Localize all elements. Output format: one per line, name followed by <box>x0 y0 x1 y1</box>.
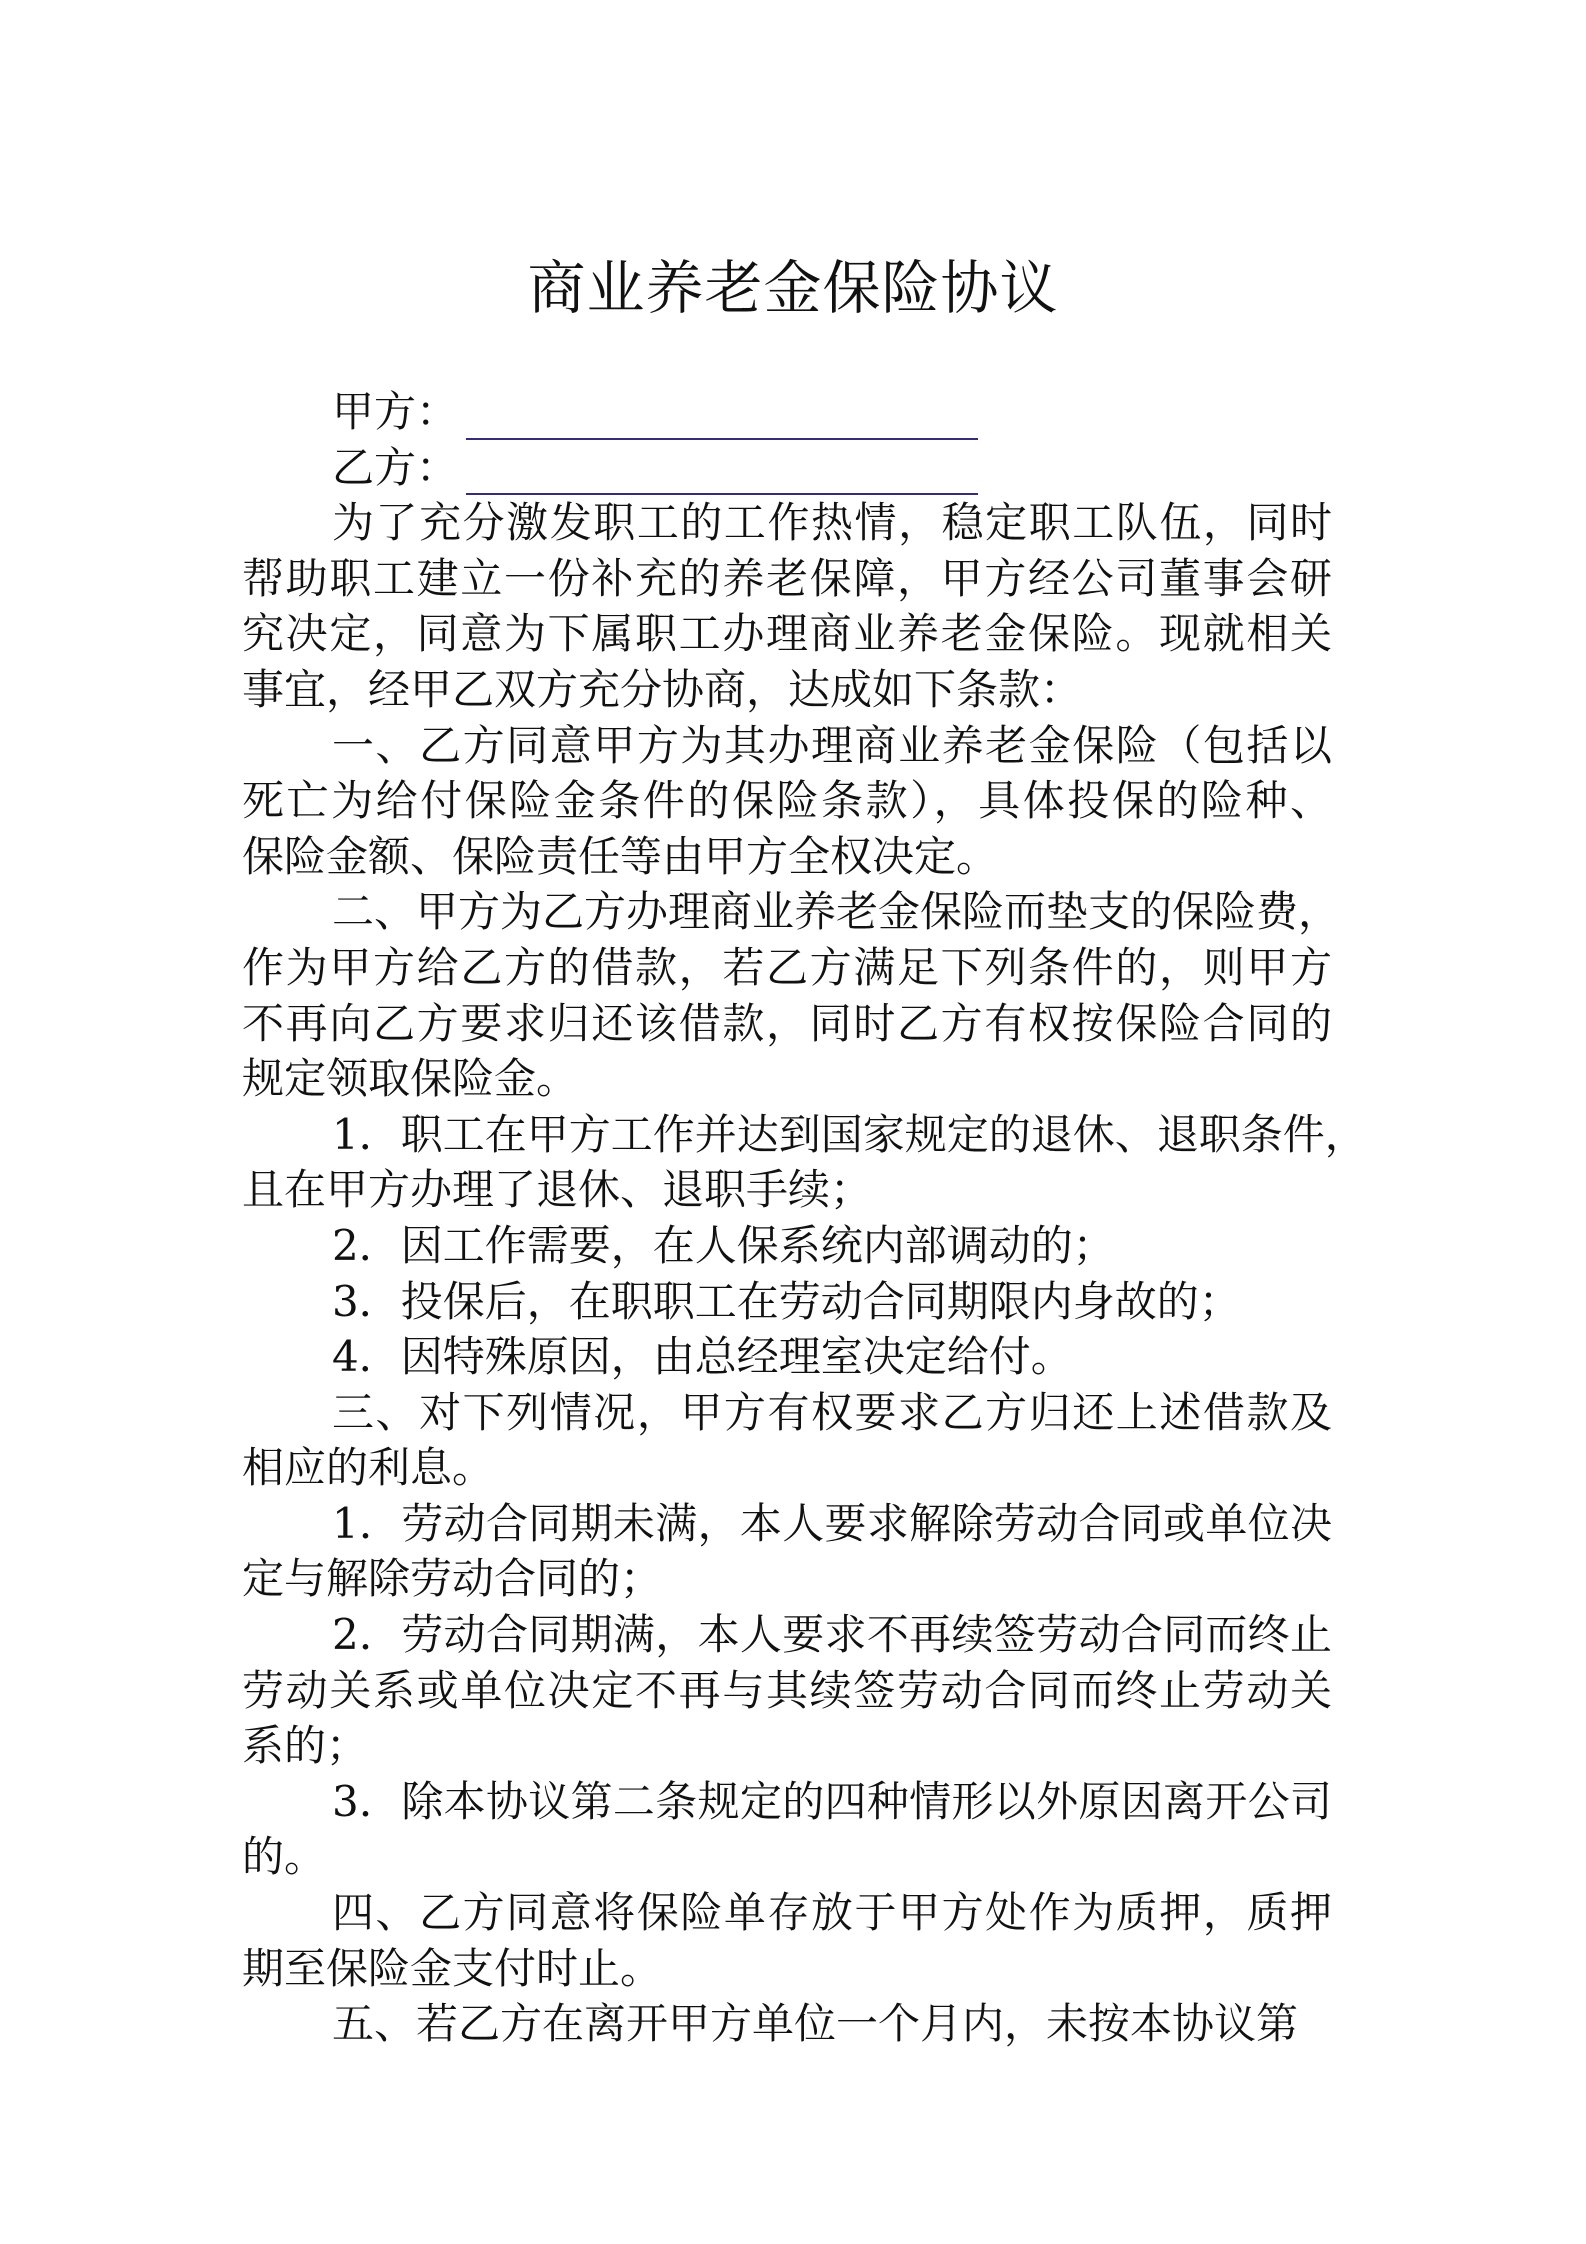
text-line: 且在甲方办理了退休、退职手续； <box>242 1165 873 1215</box>
text-line: 1．劳动合同期未满，本人要求解除劳动合同或单位决 <box>332 1498 1332 1548</box>
text-line: 期至保险金支付时止。 <box>242 1943 663 1993</box>
text-line: 保险金额、保险责任等由甲方全权决定。 <box>242 831 999 881</box>
text-line: 二、甲方为乙方办理商业养老金保险而垫支的保险费， <box>332 887 1341 937</box>
text-line: 作为甲方给乙方的借款，若乙方满足下列条件的，则甲方 <box>242 942 1332 992</box>
paragraph <box>242 1385 1332 1496</box>
paragraph <box>242 495 1332 717</box>
text-line: 三、对下列情况，甲方有权要求乙方归还上述借款及 <box>332 1387 1332 1437</box>
text-line: 为了充分激发职工的工作热情，稳定职工队伍，同时 <box>332 498 1332 548</box>
text-line: 不再向乙方要求归还该借款，同时乙方有权按保险合同的 <box>242 998 1332 1048</box>
paragraph <box>242 718 1332 885</box>
text-line: 帮助职工建立一份补充的养老保障，甲方经公司董事会研 <box>242 553 1332 603</box>
text-line: 相应的利息。 <box>242 1443 495 1493</box>
paragraph <box>242 1996 1332 2052</box>
document-body <box>242 384 1367 2052</box>
text-line: 定与解除劳动合同的； <box>242 1554 663 1604</box>
party-field <box>242 440 1332 496</box>
text-line: 一、乙方同意甲方为其办理商业养老金保险（包括以 <box>332 720 1332 770</box>
paragraph <box>242 1107 1367 1218</box>
party-blank-line[interactable] <box>466 453 978 495</box>
text-line: 3．除本协议第二条规定的四种情形以外原因离开公司 <box>332 1776 1332 1826</box>
text-line: 3．投保后，在职职工在劳动合同期限内身故的； <box>332 1276 1241 1326</box>
party-blank-line[interactable] <box>466 398 978 440</box>
paragraph <box>242 1774 1332 1885</box>
paragraph <box>242 1274 1332 1330</box>
text-line: 系的； <box>242 1721 369 1771</box>
text-line: 事宜，经甲乙双方充分协商，达成如下条款： <box>242 664 1083 714</box>
text-line: 2．因工作需要，在人保系统内部调动的； <box>332 1220 1115 1270</box>
text-line: 劳动关系或单位决定不再与其续签劳动合同而终止劳动关 <box>242 1665 1332 1715</box>
text-line: 2．劳动合同期满，本人要求不再续签劳动合同而终止 <box>332 1610 1332 1660</box>
paragraph <box>242 1329 1332 1385</box>
paragraph <box>242 1218 1332 1274</box>
text-line: 1．职工在甲方工作并达到国家规定的退休、退职条件， <box>332 1109 1367 1159</box>
paragraph <box>242 1885 1332 1996</box>
text-line: 规定领取保险金。 <box>242 1054 579 1104</box>
text-line: 五、若乙方在离开甲方单位一个月内，未按本协议第 <box>332 1999 1299 2049</box>
document-title: 商业养老金保险协议 <box>527 254 1059 322</box>
text-line: 究决定，同意为下属职工办理商业养老金保险。现就相关 <box>242 609 1332 659</box>
text-line: 四、乙方同意将保险单存放于甲方处作为质押，质押 <box>332 1888 1332 1938</box>
paragraph <box>242 1496 1332 1607</box>
paragraph <box>242 1607 1332 1774</box>
party-field <box>242 384 1332 440</box>
text-line: 死亡为给付保险金条件的保险条款），具体投保的险种、 <box>242 776 1332 826</box>
party-label: 甲方： <box>332 387 459 436</box>
party-label: 乙方： <box>332 442 459 492</box>
text-line: 的。 <box>242 1832 327 1882</box>
paragraph <box>242 884 1341 1106</box>
text-line: 4．因特殊原因，由总经理室决定给付。 <box>332 1332 1073 1382</box>
